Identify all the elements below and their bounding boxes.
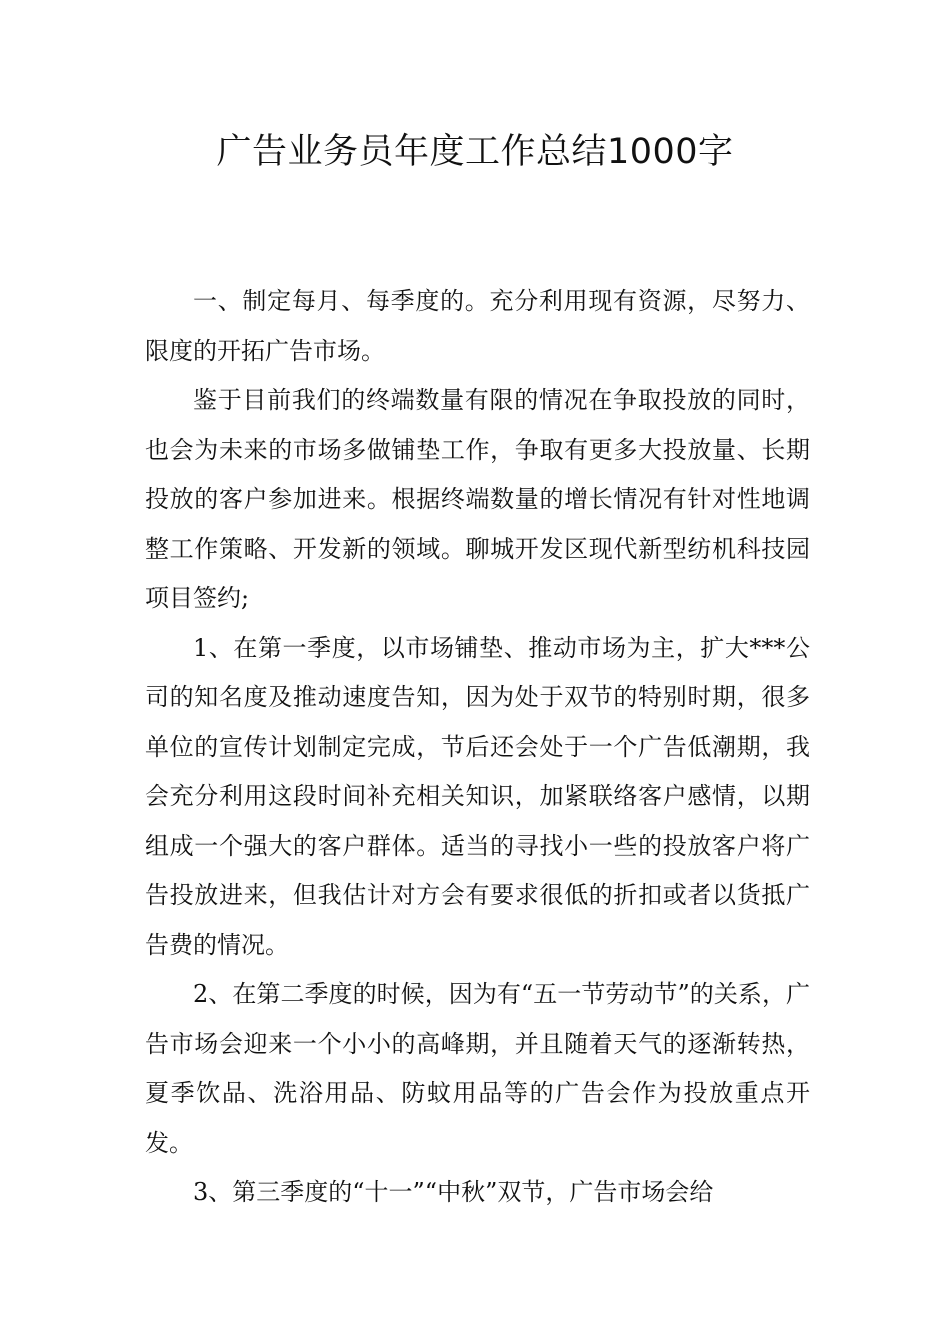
paragraph-4: 2、在第二季度的时候，因为有“五一节劳动节”的关系，广告市场会迎来一个小小的高峰期，并且随着天气的逐渐转热，夏季饮品、洗浴用品、防蚊用品等的广告会作为投放重点开发。 [145, 980, 810, 1157]
paragraph-5: 3、第三季度的“十一”“中秋”双节，广告市场会给 [193, 1178, 714, 1206]
paragraph-3: 1、在第一季度，以市场铺垫、推动市场为主，扩大***公司的知名度及推动速度告知，因为处于双节的特别时期，很多单位的宣传计划制定完成，节后还会处于一个广告低潮期，我会充分利用这段时间补充相关知识，加紧联络客户感情，以期组成一个强大的客户群体。适当的寻找小一些的投放客户将广告投放进来，但我估计对方会有要求很低的折扣或者以货抵广告费的情况。 [145, 633, 810, 959]
paragraph-2: 鉴于目前我们的终端数量有限的情况在争取投放的同时，也会为未来的市场多做铺垫工作，争取有更多大投放量、长期投放的客户参加进来。根据终端数量的增长情况有针对性地调整工作策略、开发新的领域。聊城开发区现代新型纺机科技园项目签约; [145, 386, 810, 612]
document-body [145, 277, 810, 1218]
document-title: 广告业务员年度工作总结1000字 [216, 132, 734, 172]
paragraph-1: 一、制定每月、每季度的。充分利用现有资源，尽努力、限度的开拓广告市场。 [145, 287, 810, 365]
